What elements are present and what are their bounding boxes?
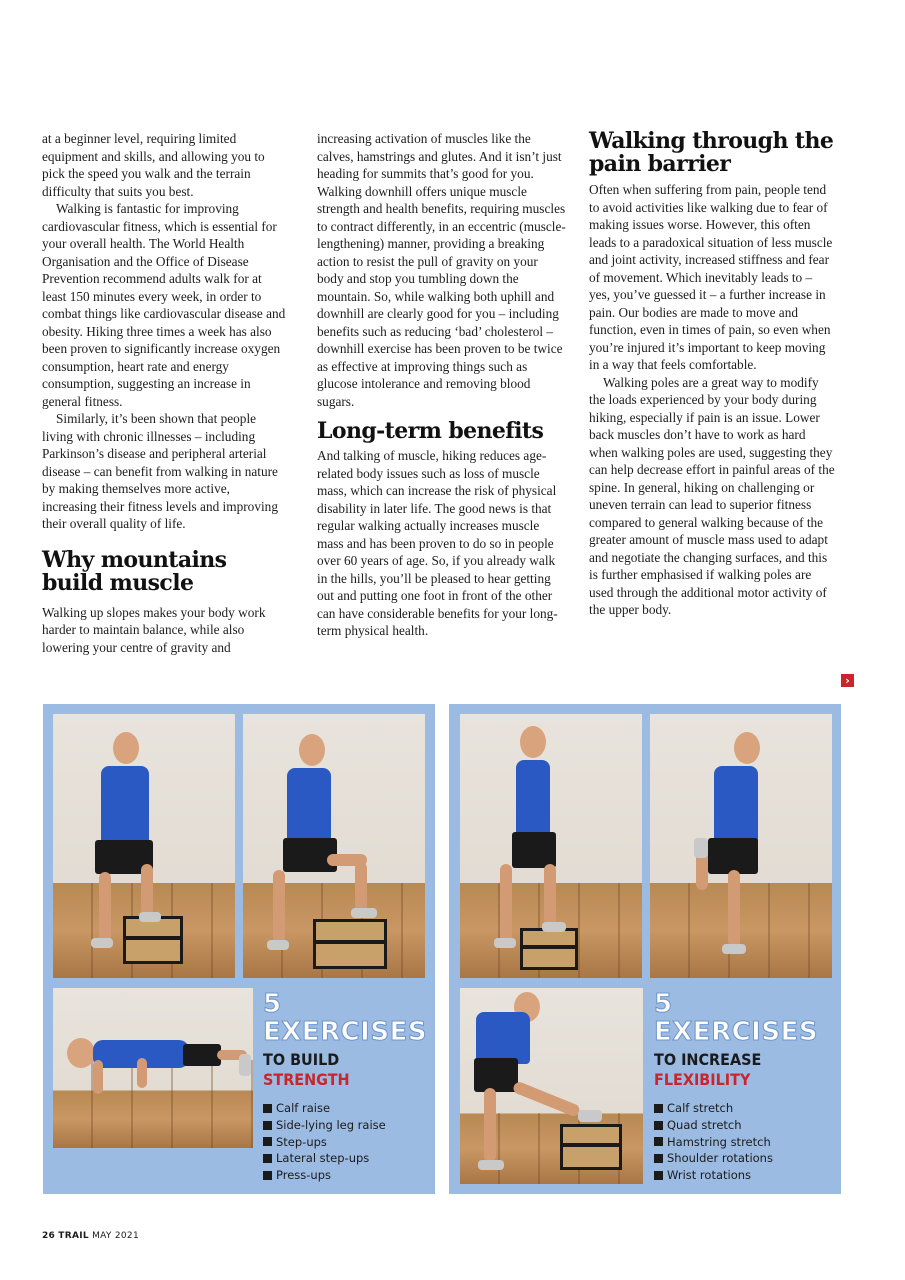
flexibility-subtitle <box>654 1050 834 1090</box>
list-item <box>654 1117 834 1134</box>
body-paragraph: at a beginner level, requiring limited equipment and skills, and allowing you to pick the speed you walk and the terrain difficulty that suits you best. <box>42 131 265 199</box>
flexibility-subtitle-highlight: FLEXIBILITY <box>654 1070 751 1089</box>
strength-subtitle-highlight: STRENGTH <box>263 1070 350 1089</box>
continue-arrow-icon[interactable]: › <box>841 674 854 687</box>
bullet-square-icon <box>654 1137 663 1146</box>
list-item-label: Press-ups <box>276 1168 331 1183</box>
section-heading-long-term: Long-term benefits <box>317 418 544 444</box>
list-item-label: Step-ups <box>276 1134 327 1149</box>
exercise-photo-step-up <box>243 714 425 978</box>
page-number: 26 <box>42 1231 56 1241</box>
strength-title: 5 EXERCISES <box>263 989 428 1047</box>
strength-exercise-list-block <box>263 990 428 1184</box>
section-heading-mountains: Why mountains build muscle <box>42 546 227 596</box>
bullet-square-icon <box>263 1171 272 1180</box>
list-item <box>263 1100 428 1117</box>
list-item <box>654 1167 834 1184</box>
flexibility-subtitle-prefix: TO INCREASE <box>654 1050 762 1069</box>
exercise-photo-calf-raise <box>53 714 235 978</box>
article-column-1 <box>42 130 286 656</box>
list-item-label: Hamstring stretch <box>667 1134 771 1149</box>
strength-exercise-list <box>263 1100 428 1184</box>
bullet-square-icon <box>263 1137 272 1146</box>
bullet-square-icon <box>263 1121 272 1130</box>
list-item-label: Quad stretch <box>667 1117 742 1132</box>
article-column-2 <box>317 130 567 640</box>
section-heading-pain-barrier: Walking through the pain barrier <box>589 128 834 177</box>
exercise-photo-press-up <box>53 988 253 1148</box>
body-paragraph: And talking of muscle, hiking reduces age-related body issues such as loss of muscle mass, which can increase the risk of physical disability in later life. The good news is that regular walking actually increases muscle mass and has been proven to do so in people over 60 years of age. So, if you already walk in the hills, you’ll be pleased to hear getting out and putting one foot in front of the other can have considerable benefits for your long-term physical health. <box>317 448 558 638</box>
strength-subtitle <box>263 1050 428 1090</box>
list-item <box>654 1100 834 1117</box>
list-item-label: Lateral step-ups <box>276 1151 370 1166</box>
article-column-3 <box>589 130 835 619</box>
list-item <box>654 1150 834 1167</box>
list-item <box>263 1167 428 1184</box>
flexibility-exercises-panel <box>449 704 841 1194</box>
body-paragraph: Walking is fantastic for improving cardiovascular fitness, which is essential for your overall health. The World Health Organisation and the Office of Disease Prevention recommend adults walk for at least 150 minutes every week, in order to combat things like cardiovascular disease and obesity. Hiking three times a week has also been proven to significantly increase oxygen consumption, heart rate and energy consumption, suggesting an increase in general fitness. <box>42 201 286 409</box>
list-item-label: Calf raise <box>276 1101 331 1115</box>
page-footer <box>42 1231 139 1241</box>
body-paragraph: Often when suffering from pain, people tend to avoid activities like walking due to fear of making issues worse. However, this often leads to a paradoxical situation of less muscle and joint activity, increased stiffness and fear of movement. Which inevitably leads to – yes, you’ve guessed it – a further increase in pain. Our bodies are made to move and function, even in times of pain, so even when you’re injured it’s important to keep moving in a way that feels comfortable. <box>589 182 833 372</box>
bullet-square-icon <box>654 1171 663 1180</box>
flexibility-exercise-list-block <box>654 990 834 1184</box>
issue-date: MAY 2021 <box>92 1231 139 1241</box>
strength-exercises-panel <box>43 704 435 1194</box>
flexibility-exercise-list <box>654 1100 834 1184</box>
bullet-square-icon <box>263 1154 272 1163</box>
flexibility-title: 5 EXERCISES <box>654 989 819 1047</box>
list-item-label: Wrist rotations <box>667 1168 752 1183</box>
exercise-photo-quad-stretch <box>650 714 832 978</box>
list-item-label: Shoulder rotations <box>667 1151 773 1166</box>
bullet-square-icon <box>654 1121 663 1130</box>
list-item-label: Calf stretch <box>667 1101 734 1115</box>
list-item-label: Side-lying leg raise <box>276 1117 386 1132</box>
list-item <box>263 1117 428 1134</box>
exercise-photo-calf-stretch <box>460 714 642 978</box>
bullet-square-icon <box>654 1104 663 1113</box>
strength-subtitle-prefix: TO BUILD <box>263 1050 340 1069</box>
bullet-square-icon <box>654 1154 663 1163</box>
body-paragraph: Similarly, it’s been shown that people living with chronic illnesses – including Parkinson’s disease and peripheral arterial disease – can benefit from walking in nature by making themselves more active, increasing their fitness levels and improving their overall quality of life. <box>42 411 278 531</box>
list-item <box>654 1134 834 1151</box>
bullet-square-icon <box>263 1104 272 1113</box>
body-paragraph: increasing activation of muscles like the calves, hamstrings and glutes. And it isn’t just heading for summits that’s good for you. Walking downhill offers unique muscle strength and health benefits, requiring muscles to contract differently, in an eccentric (muscle-lengthening) manner, providing a breaking action to resist the pull of gravity on your body and stop you tumbling down the mountain. So, while walking both uphill and downhill are clearly good for you – including benefits such as reducing ‘bad’ cholesterol – downhill exercise has been proven to be twice as effective at improving things such as glucose intolerance and removing blood sugars. <box>317 131 566 409</box>
magazine-name: TRAIL <box>58 1231 89 1241</box>
body-paragraph: Walking poles are a great way to modify the loads experienced by your body during hiking, especially if pain is an issue. Lower back muscles don’t have to work as hard when walking poles are used, suggesting they can help decrease effort in painful areas of the spine. In general, hiking on challenging or uneven terrain can lead to superior fitness compared to general walking because of the greater amount of muscle mass used to adapt and negotiate the changing surfaces, and this is further emphasised if walking poles are used through the additional motor activity of the upper body. <box>589 374 835 617</box>
list-item <box>263 1150 428 1167</box>
exercise-photo-hamstring-stretch <box>460 988 643 1184</box>
body-paragraph: Walking up slopes makes your body work harder to maintain balance, while also lowering your centre of gravity and <box>42 604 266 655</box>
list-item <box>263 1134 428 1151</box>
